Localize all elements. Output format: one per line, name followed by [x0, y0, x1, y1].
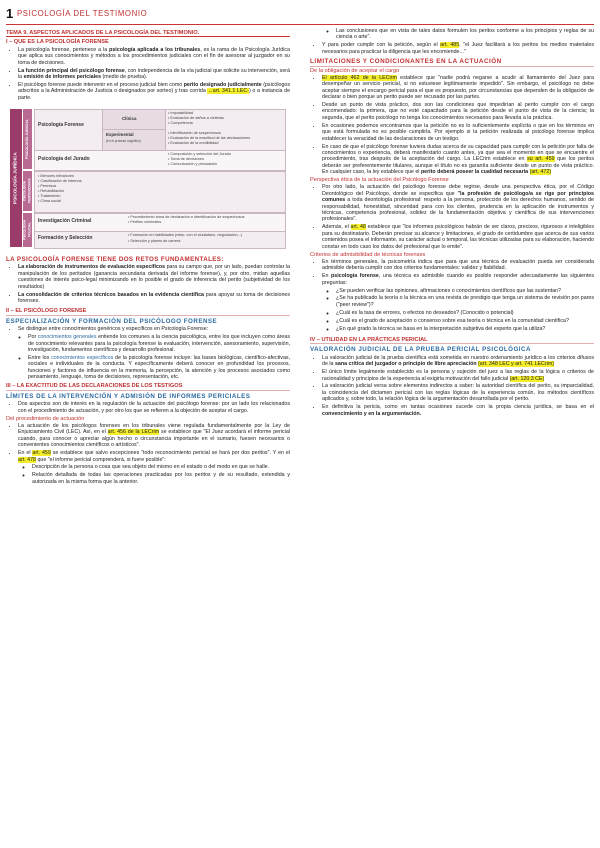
informe-list	[6, 464, 290, 485]
clinica-label: Clínica	[122, 116, 137, 122]
formacion-label: Formación y Selección	[38, 235, 93, 242]
list-item: ◦ Las conclusiones que en vista de tales datos formulen los peritos conforme a los principios y reglas de su ciencia o arte".	[336, 28, 594, 41]
challenges-list	[6, 264, 290, 304]
obligacion-list	[310, 75, 594, 176]
list-item: • La consolidación de criterios técnicos basados en la evidencia científica para apoyar su toma de decisiones forenses.	[18, 292, 290, 305]
list-item: • El psicólogo forense puede intervenir en el proceso judicial bien como perito designado judicialmente (psicólogos adscritos a la Administración de Justicia o designados por sorteo) y tras corrida →art. 341.1 LEC-) o a instancia de parte.	[18, 82, 290, 101]
list-item: ◦ Relación detallada de todas las operaciones practicadas por los peritos y de su resultado, extendida y autorizada en la misma forma que la anterior.	[32, 472, 290, 485]
page-number: 1	[6, 6, 14, 21]
investigacion-item: • Procedimiento toma de declaración e identificación de sospechosos	[128, 215, 245, 220]
penit-item: • Tratamiento	[38, 194, 61, 199]
penit-item: • Clasificación de internos	[38, 179, 82, 184]
experimental-label: Experimental	[106, 132, 134, 138]
list-item: • Desde un punto de vista práctico, dos son las condiciones que impedirían al perito cumplir con el cargo encomendado: la primera, que no esté capacitado para la petición desde el punto de vista de la ciencia; la segunda, que el perito psicólogo no tenga los conocimientos necesarios para llevarla a la práctica.	[322, 102, 594, 121]
highlight: art. 459	[32, 450, 51, 457]
list-item: • La valoración judicial versa sobre elementos indirectos a saber: la autoridad científica del perito, su imparcialidad, la coincidencia del dictamen pericial con las reglas lógicas de la experiencia común, los métodos científicos aplicados y, sobre todo, la relación lógica de la argumentación desarrollada por el perito.	[322, 383, 594, 402]
jurado-item: • Toma de decisiones	[168, 157, 204, 162]
highlight: (art. 120.3 CE)	[509, 375, 545, 382]
section-3-title: III – LA EXACTITUD DE LAS DECLARACIONES DE LOS TESTIGOS	[6, 383, 290, 390]
highlight: su art. 459	[527, 156, 555, 163]
etica-list	[310, 184, 594, 250]
jurado-item: • Composición y selección del Jurado	[168, 152, 231, 157]
penit-item: • Menores infractores	[38, 174, 74, 179]
penit-item: • Clima social	[38, 199, 61, 204]
conocimientos-list	[6, 334, 290, 380]
list-item: • La función principal del psicólogo forense, con independencia de la vía judicial que solicite su intervención, será la emisión de informes periciales (medio de prueba).	[18, 68, 290, 81]
penit-item: • Rehabilitación	[38, 189, 65, 194]
limitaciones-title: LIMITACIONES Y CONDICIONANTES EN LA ACTUACIÓN	[310, 59, 594, 66]
investigacion-label: Investigación Criminal	[38, 218, 92, 225]
list-item: • La elaboración de instrumentos de evaluación específicos para su campo que, por un lado, puedan controlar la manipulación de los peritados (ganancia secundaria derivada del informe forense), y, por otro, midan aquellas cuestiones de interés psico-legal minimizando en lo posible el grado de inferencia del perito (subjetividad de los resultados)	[18, 264, 290, 290]
investigacion-item: • Perfiles criminales	[128, 220, 162, 225]
list-item: • Además, el art. 48 establece que "los informes psicológicos habrán de ser claros, precisos, rigurosos e inteligibles para su destinatario. Deberán precisar su alcance y limitaciones, el grado de certidumbre que acerca de sus varios contenidos posea el informante, su carácter actual o temporal, las técnicas utilizadas para su elaboración, haciendo constar en todo caso los datos del profesional que lo emite".	[322, 224, 594, 250]
list-item: • La actuación de los psicólogos forenses en los tribunales viene regulada fundamentalmente por la Ley de Enjuiciamiento Civil (LEC). Así, en el art. 456 de la LECrim se establece que "El Juez acordará el informe pericial cuando, para conocer o apreciar algún hecho o circunstancia importante en el sumario, fuesen necesarios o convenientes conocimientos científicos o artísticos".	[18, 423, 290, 449]
clinica-item: • Evaluación de daños a víctimas	[168, 116, 224, 121]
list-item: • En definitiva la pericia, como en tantas ocasiones sucede con la propia ciencia jurídica, se basa en el convencimiento y en la argumentación.	[322, 404, 594, 417]
clinica-item: • Competencia	[168, 121, 193, 126]
section-1-list	[6, 47, 290, 101]
formacion-item: • Selección y planes de carrera	[128, 239, 181, 244]
tema-title: TEMA 9. ASPECTOS APLICADOS DE LA PSICOLOGÍA DEL TESTIMONIO.	[6, 30, 290, 37]
band-juridica: PSICOLOGÍA JURÍDICA	[10, 109, 22, 247]
list-item: ◦ Descripción de la persona o cosa que sea objeto del mismo en el estado o del modo en que se halle.	[32, 464, 290, 470]
list-item: • Se distingue entre conocimientos genéricos y específicos en Psicología Forense:	[18, 326, 290, 332]
criterios-title: Criterios de admisibilidad de técnicas forenses	[310, 251, 426, 258]
list-item: • Por otro lado, la actuación del psicólogo forense debe regirse, desde una perspectiva ética, por el Código Deontológico del Psicólogo, donde se especifica que "la profesión de psicólogo/a se rige por principios comunes a toda deontología profesional: respeto a la persona, protección de los derechos humanos, sentido de responsabilidad, honestidad, sinceridad para con los clientes, prudencia en la aplicación de instrumentos y técnicas, competencia profesional, solidez de la fundamentación objetiva y científica de sus intervenciones profesionales".	[322, 184, 594, 222]
list-item: • Dos aspectos son de interés en la regulación de la actuación del psicólogo forense: por un lado los relacionados con el procedimiento de actuación, y por otro los que se refieren a la objeción de aceptar el cargo.	[18, 401, 290, 414]
limites-title: LÍMITES DE LA INTERVENCIÓN Y ADMISIÓN DE INFORMES PERICIALES	[6, 392, 251, 400]
list-item: • En términos generales, la psicometría indica que para que una técnica de evaluación pueda ser considerada admisible debería cumplir con dos criterios fundamentales: validez y fiabilidad.	[322, 259, 594, 272]
experimental-item: • Identificación de sospechosos	[168, 131, 222, 136]
list-item: • En caso de que el psicólogo forense tuviera dudas acerca de su capacidad para cumplir con la petición por falta de conocimientos o experiencia, deberá manifestarlo cuanto antes, ya que sea el momento en que se encuentre el procedimiento, tras después de la aceptación del cargo. La LECrim establece en su art. 459 que los peritos deberán ser preferentemente titulares, aunque el título no es garantía suficiente desde un punto de vista práctico. En cualquier caso, la ley establece que el perito deberá poseer la cualidad necesaria (art. 472)	[322, 144, 594, 176]
psychology-areas-diagram	[10, 105, 286, 251]
highlight: →art. 341.1 LEC-	[207, 88, 249, 95]
jurado-item: • Comunicación y persuasión	[168, 162, 218, 167]
right-column	[310, 28, 594, 418]
informe-list-cont	[310, 28, 594, 41]
obligacion-title: De la obligación de aceptar el cargo	[310, 67, 400, 74]
section-4-title: IV – UTILIDAD EN LA PRÁCTICAS PERICIAL	[310, 337, 594, 344]
list-item: ◦ ¿Cuál es el grado de aceptación o consenso sobre esa teoría o técnica en la comunidad científica?	[336, 318, 594, 324]
list-item: • La psicología forense, pertenece a la psicología aplicada a los tribunales, es la rama de la Psicología Jurídica que aplica sus conocimientos y métodos a los procedimientos judiciales con el fin de asesorar al juzgador en su toma de decisiones.	[18, 47, 290, 66]
list-item: • En ocasiones podemos encontrarnos que la petición no es lo suficientemente explícita o que en los términos en que está formulada no es posible cumplirla. Por ejemplo si la petición realizada al psicólogo forense implica establecer la veracidad de las declaraciones de un testigo.	[322, 123, 594, 142]
highlight: art. 48	[350, 224, 366, 231]
section-1-title: I – QUE ES LA PSICOLOGÍA FORENSE	[6, 39, 109, 46]
list-item: ◦ ¿En qué grado la técnica se basa en la interpretación subjetiva del experto que la utiliza?	[336, 326, 594, 332]
list-item: • El único límite legalmente establecido es la persona y sujeción del juez a las reglas de la lógica o criterios de racionalidad y principios de la experiencia al exigirla motivación del fallo judicial (art. 120.3 CE)	[322, 369, 594, 382]
peticion-list	[310, 42, 594, 55]
list-item: • En psicología forense, una técnica es admisible cuando es posible responder adecuadamente las siguientes preguntas:	[322, 273, 594, 286]
highlight: (art. 348 LEC y art. 741 LECrim)	[478, 361, 554, 368]
page-title: PSICOLOGÍA DEL TESTIMONIO	[17, 9, 148, 18]
highlight: art. 456 de la LECrim	[107, 429, 160, 436]
jurado-label: Psicología del Jurado	[38, 156, 90, 163]
band-judicial: PSICOLOGÍA JUDICIAL	[23, 109, 32, 169]
band-policial: PSICOLOGÍA POLICIAL	[23, 213, 32, 247]
forense-label: Psicología Forense	[38, 122, 84, 129]
etica-title: Perspectiva ética de la actuación del Psicólogo Forense	[310, 177, 449, 184]
especializacion-list	[6, 326, 290, 332]
limites-list	[6, 401, 290, 414]
highlight: art. 485	[440, 42, 460, 49]
fundamental-challenges-title: LA PSICOLOGÍA FORENSE TIENE DOS RETOS FUNDAMENTALES:	[6, 256, 224, 264]
valoracion-title: VALORACIÓN JUDICIAL DE LA PRUEBA PERICIAL PSICOLÓGICA	[310, 346, 531, 354]
list-item: • En el art. 459 se establece que salvo excepciones "todo reconocimiento pericial se hará por dos peritos". Y en el art. 478 que "el informe pericial comprenderá, si fuere posible":	[18, 450, 290, 463]
list-item: ◦ ¿Se pueden verificar las opiniones, afirmaciones o conocimientos científicos que las sustentan?	[336, 288, 594, 294]
criterios-list	[310, 259, 594, 286]
formacion-item: • Formación en habilidades (relac. con el ciudadano, negociación...)	[128, 233, 243, 238]
valoracion-list	[310, 355, 594, 417]
list-item: ◦ ¿Cuál es la tasa de errores, o efectos no deseados? (Conocido o potencial)	[336, 310, 594, 316]
list-item: ◦ Por conocimientos generales entiende los comunes a la ciencia psicológica, entre los que incluyen como áreas de conocimiento relevantes para la psicología forense la evaluación, intervención, asesoramiento, supervisión, investigación, fundamentos científicos y desarrollo profesional.	[28, 334, 290, 353]
highlight: (art. 472)	[529, 169, 552, 176]
list-item: ◦ ¿Se ha publicado la teoría o la técnica en una revista de prestigio que tenga un sistema de revisión por pares ("peer review")?	[336, 295, 594, 308]
penit-item: • Permisos	[38, 184, 57, 189]
experimental-item: • Evaluación de la exactitud de las declaraciones	[168, 136, 251, 141]
list-item: • La valoración judicial de la prueba científica está sometida en nuestro ordenamiento jurídico a los criterios difusos de la sana crítica del juzgador o principio de libre apreciación (art. 348 LEC y art. 741 LECrim)	[322, 355, 594, 368]
procedimiento-title: Del procedimiento de actuación	[6, 415, 85, 422]
experimental-item: • Evaluación de la credibilidad	[168, 141, 219, 146]
procedimiento-list	[6, 423, 290, 463]
list-item: • Y para poder cumplir con la petición, según el art. 485, "el Juez facilitará a los peritos los medios materiales necesarios para practicar la diligencia que les encomiende..."	[322, 42, 594, 55]
band-penitenciaria: PSICOLOGÍA PENITENCIARIA	[23, 171, 32, 211]
section-2-title: II – EL PSICÓLOGO FORENSE	[6, 308, 290, 315]
highlight: art. 478	[18, 456, 36, 463]
left-column	[6, 28, 290, 487]
page-header	[6, 8, 594, 25]
especializacion-title: ESPECIALIZACIÓN Y FORMACIÓN DEL PSICÓLOGO FORENSE	[6, 317, 218, 325]
list-item: ◦ Entre los conocimientos específicos de la psicología forense incluye: las bases biológicas, científico-afectivas, sociales e individuales de la conducta. Y específicamente deberá conocer en profundidad los procesos, funciones y factores de influencia en la memoria, la percepción, la atención y los procesos asociados como pensamiento, lenguaje, toma de decisiones, representación, etc.	[28, 355, 290, 381]
highlight: El artículo 462 de la LECrim	[322, 74, 397, 81]
list-item: • El artículo 462 de la LECrim establece que "nadie podrá negarse a acudir al llamamiento del Juez para desempeñar un servicio pericial, si no estuviese legítimamente impedido". Sin embargo, el psicólogo no debe aceptar siempre el encargo pericial para el que es propuesto, por circunstancias que dependen de la obligación de declarar o bien porque un perito puede ser recusado por las partes.	[322, 75, 594, 101]
preguntas-list	[310, 288, 594, 332]
clinica-item: • Imputabilidad	[168, 111, 193, 116]
experimental-note: (en el proceso cognitivo)	[106, 139, 141, 144]
